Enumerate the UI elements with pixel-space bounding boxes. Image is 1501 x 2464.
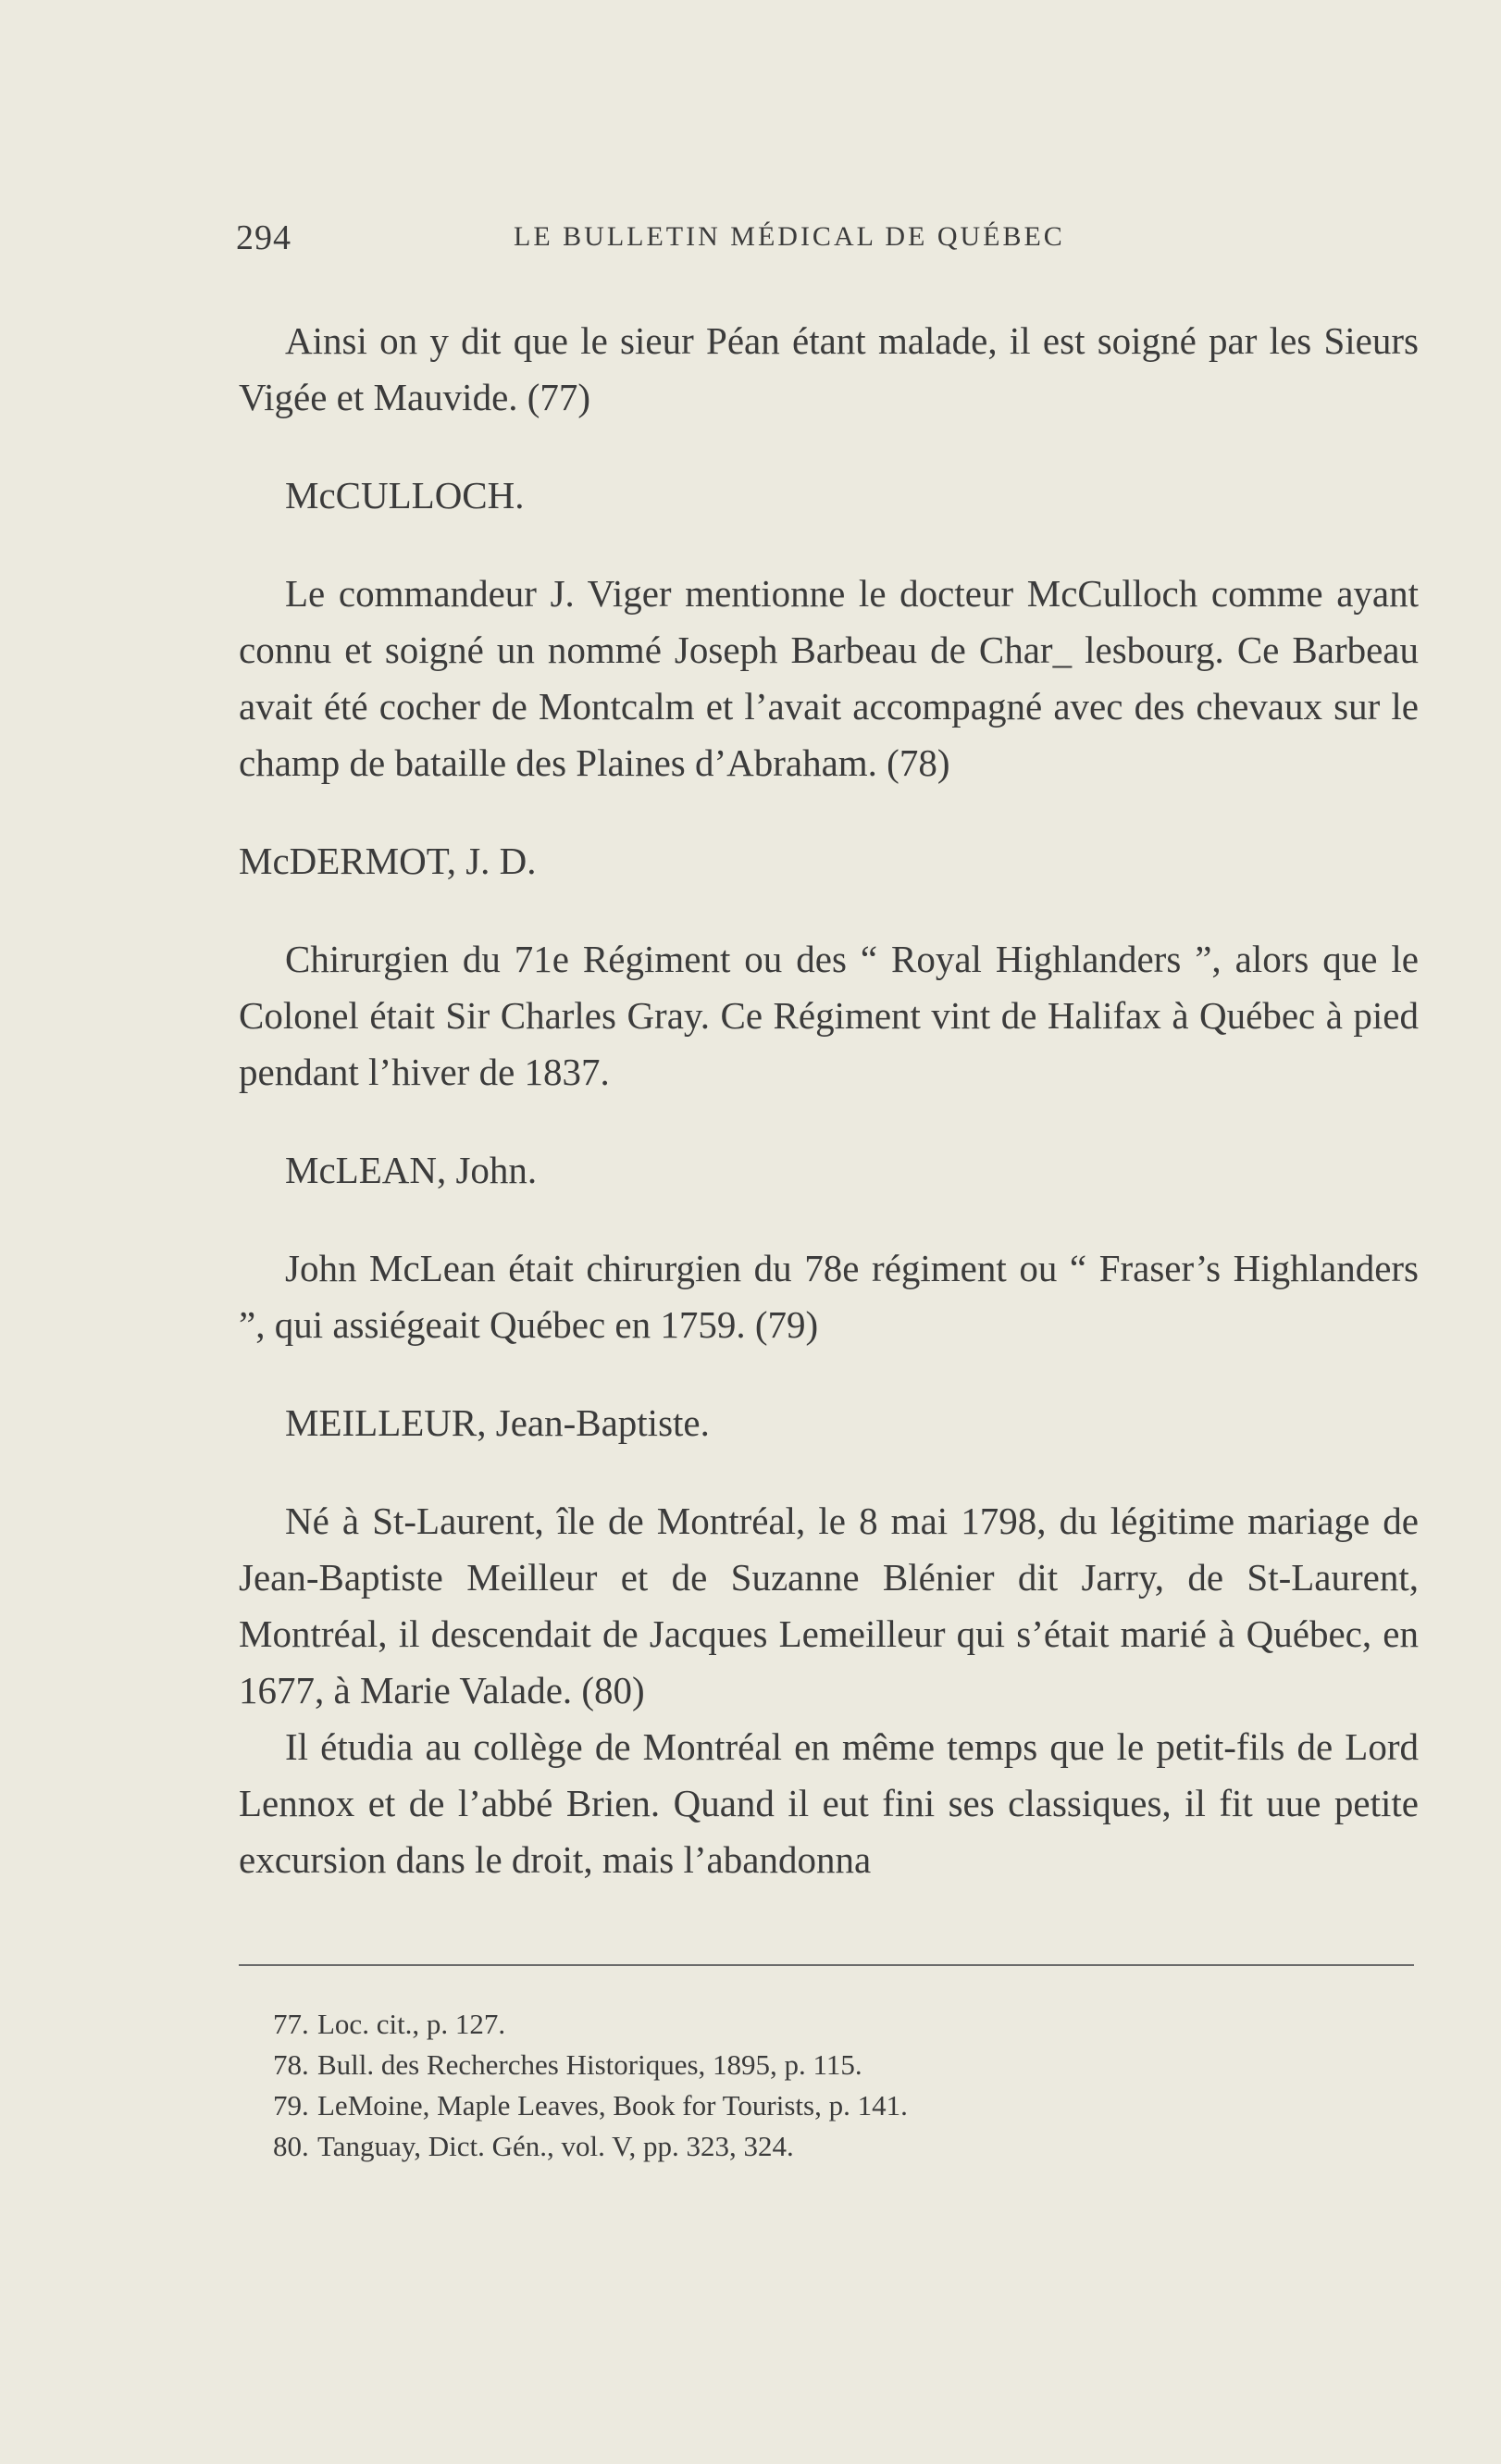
footnote-79: [273, 2085, 1291, 2126]
heading-mcculloch: McCULLOCH.: [285, 474, 525, 516]
journal-title: LE BULLETIN MÉDICAL DE QUÉBEC: [514, 221, 1065, 252]
paragraph-meilleur-birth: Né à St-Laurent, île de Montréal, le 8 mai 1798, du légitime mariage de Jean-Baptiste Meilleur et de Suzanne Blénier dit Jarry, de St-Laurent, Montréal, il descendait de Jacques Lemeilleur qui s’était marié à Québec, en 1677, à Marie Valade. (80): [239, 1500, 1419, 1711]
heading-meilleur: MEILLEUR, Jean-Baptiste.: [285, 1401, 710, 1444]
page-number: 294: [236, 218, 292, 257]
footnote-80: [273, 2126, 1291, 2167]
footnote-77: [273, 2004, 1291, 2045]
footnote-text: Loc. cit., p. 127.: [317, 2008, 506, 2040]
heading-mclean: McLEAN, John.: [285, 1149, 538, 1191]
footnote-text: Tanguay, Dict. Gén., vol. V, pp. 323, 324.: [317, 2130, 794, 2162]
paragraph-mcdermot: Chirurgien du 71e Régiment ou des “ Royal Highlanders ”, alors que le Colonel était Sir Charles Gray. Ce Régiment vint de Halifax à Québec à pied pendant l’hiver de 1837.: [239, 938, 1419, 1093]
running-head: [236, 218, 1161, 264]
footnote-78: [273, 2045, 1291, 2085]
body-text: [239, 313, 1419, 1888]
paragraph-meilleur-studies: Il étudia au collège de Montréal en même temps que le petit-fils de Lord Lennox et de l’abbé Brien. Quand il eut fini ses classiques, il fit uue petite excursion dans le droit, mais l’abandonna: [239, 1725, 1419, 1881]
footnotes: [273, 2004, 1291, 2167]
paragraph-mclean: John McLean était chirurgien du 78e régiment ou “ Fraser’s Highlanders ”, qui assiégeait Québec en 1759. (79): [239, 1247, 1419, 1346]
footnote-divider: [239, 1964, 1414, 1966]
footnote-number: 78.: [273, 2048, 309, 2081]
paragraph-mcculloch: Le commandeur J. Viger mentionne le docteur McCulloch comme ayant connu et soigné un nommé Joseph Barbeau de Char_ lesbourg. Ce Barbeau avait été cocher de Montcalm et l’avait accompagné avec des chevaux sur le champ de bataille des Plaines d’Abraham. (78): [239, 572, 1419, 784]
paragraph-pean: Ainsi on y dit que le sieur Péan étant malade, il est soigné par les Sieurs Vigée et Mauvide. (77): [239, 319, 1419, 418]
footnote-number: 80.: [273, 2130, 309, 2162]
footnote-number: 77.: [273, 2008, 309, 2040]
heading-mcdermot: McDERMOT, J. D.: [239, 840, 537, 882]
footnote-text: LeMoine, Maple Leaves, Book for Tourists, p. 141.: [317, 2089, 908, 2122]
footnote-text: Bull. des Recherches Historiques, 1895, p. 115.: [317, 2048, 862, 2081]
footnote-number: 79.: [273, 2089, 309, 2122]
